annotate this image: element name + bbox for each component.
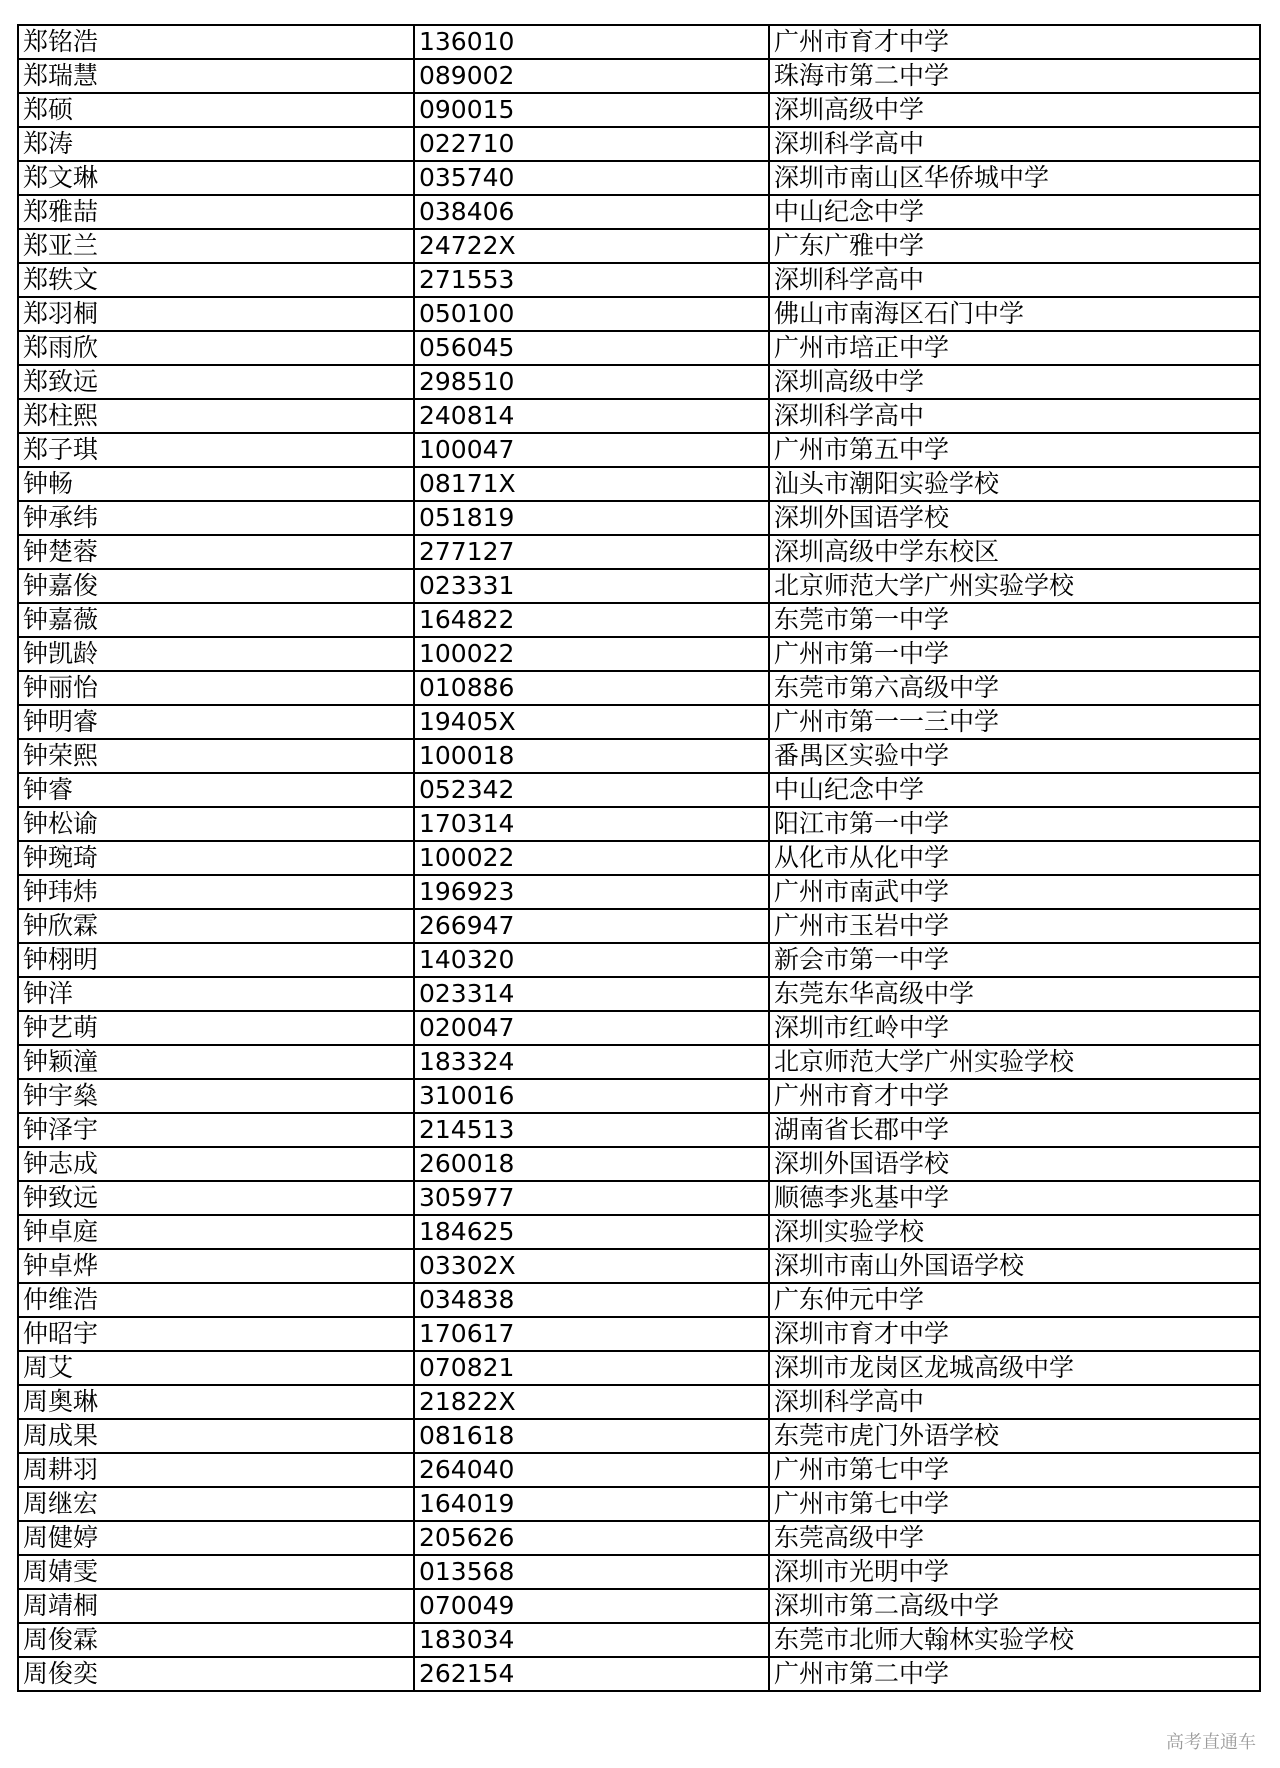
school-cell: 深圳市南山外国语学校 <box>769 1249 1260 1283</box>
name-cell: 钟凯龄 <box>18 637 414 671</box>
id-cell: 08171X <box>414 467 769 501</box>
id-cell: 170314 <box>414 807 769 841</box>
id-cell: 023314 <box>414 977 769 1011</box>
table-row <box>18 1215 1260 1249</box>
school-cell: 广州市第二中学 <box>769 1657 1260 1691</box>
table-row <box>18 1657 1260 1691</box>
id-cell: 010886 <box>414 671 769 705</box>
id-cell: 100018 <box>414 739 769 773</box>
id-cell: 205626 <box>414 1521 769 1555</box>
table-row <box>18 1011 1260 1045</box>
name-cell: 钟志成 <box>18 1147 414 1181</box>
id-cell: 034838 <box>414 1283 769 1317</box>
school-cell: 东莞市第一中学 <box>769 603 1260 637</box>
table-row <box>18 1487 1260 1521</box>
table-row <box>18 467 1260 501</box>
table-row <box>18 93 1260 127</box>
id-cell: 183324 <box>414 1045 769 1079</box>
table-row <box>18 297 1260 331</box>
id-cell: 052342 <box>414 773 769 807</box>
name-cell: 周继宏 <box>18 1487 414 1521</box>
school-cell: 汕头市潮阳实验学校 <box>769 467 1260 501</box>
school-cell: 深圳市光明中学 <box>769 1555 1260 1589</box>
school-cell: 佛山市南海区石门中学 <box>769 297 1260 331</box>
school-cell: 广州市第一中学 <box>769 637 1260 671</box>
name-cell: 钟嘉俊 <box>18 569 414 603</box>
table-row <box>18 1453 1260 1487</box>
id-cell: 271553 <box>414 263 769 297</box>
name-cell: 周俊霖 <box>18 1623 414 1657</box>
id-cell: 03302X <box>414 1249 769 1283</box>
school-cell: 东莞市虎门外语学校 <box>769 1419 1260 1453</box>
school-cell: 广州市南武中学 <box>769 875 1260 909</box>
table-row <box>18 1623 1260 1657</box>
name-cell: 周婧雯 <box>18 1555 414 1589</box>
roster-table <box>17 24 1261 1692</box>
id-cell: 164822 <box>414 603 769 637</box>
table-row <box>18 1283 1260 1317</box>
school-cell: 东莞高级中学 <box>769 1521 1260 1555</box>
school-cell: 深圳高级中学 <box>769 93 1260 127</box>
id-cell: 022710 <box>414 127 769 161</box>
table-row <box>18 807 1260 841</box>
id-cell: 164019 <box>414 1487 769 1521</box>
school-cell: 中山纪念中学 <box>769 195 1260 229</box>
table-row <box>18 841 1260 875</box>
name-cell: 郑文琳 <box>18 161 414 195</box>
id-cell: 266947 <box>414 909 769 943</box>
school-cell: 东莞市第六高级中学 <box>769 671 1260 705</box>
table-row <box>18 399 1260 433</box>
id-cell: 081618 <box>414 1419 769 1453</box>
table-row <box>18 1079 1260 1113</box>
id-cell: 136010 <box>414 25 769 59</box>
school-cell: 广州市第一一三中学 <box>769 705 1260 739</box>
id-cell: 264040 <box>414 1453 769 1487</box>
table-row <box>18 569 1260 603</box>
table-row <box>18 1385 1260 1419</box>
roster-table-body <box>18 25 1260 1691</box>
watermark-text: 高考直通车 <box>1166 1732 1256 1753</box>
table-row <box>18 1555 1260 1589</box>
id-cell: 100022 <box>414 637 769 671</box>
school-cell: 广州市第七中学 <box>769 1487 1260 1521</box>
name-cell: 钟颖潼 <box>18 1045 414 1079</box>
table-row <box>18 365 1260 399</box>
school-cell: 广州市第五中学 <box>769 433 1260 467</box>
name-cell: 郑亚兰 <box>18 229 414 263</box>
school-cell: 深圳市第二高级中学 <box>769 1589 1260 1623</box>
name-cell: 仲维浩 <box>18 1283 414 1317</box>
table-row <box>18 59 1260 93</box>
id-cell: 24722X <box>414 229 769 263</box>
id-cell: 184625 <box>414 1215 769 1249</box>
school-cell: 深圳外国语学校 <box>769 501 1260 535</box>
school-cell: 深圳高级中学东校区 <box>769 535 1260 569</box>
table-row <box>18 195 1260 229</box>
table-row <box>18 1181 1260 1215</box>
name-cell: 郑雨欣 <box>18 331 414 365</box>
name-cell: 钟嘉薇 <box>18 603 414 637</box>
name-cell: 钟玮炜 <box>18 875 414 909</box>
name-cell: 郑涛 <box>18 127 414 161</box>
name-cell: 钟琬琦 <box>18 841 414 875</box>
name-cell: 周靖桐 <box>18 1589 414 1623</box>
id-cell: 277127 <box>414 535 769 569</box>
school-cell: 从化市从化中学 <box>769 841 1260 875</box>
name-cell: 钟宇燊 <box>18 1079 414 1113</box>
id-cell: 051819 <box>414 501 769 535</box>
name-cell: 郑轶文 <box>18 263 414 297</box>
table-row <box>18 909 1260 943</box>
table-row <box>18 25 1260 59</box>
table-row <box>18 1419 1260 1453</box>
name-cell: 钟丽怡 <box>18 671 414 705</box>
id-cell: 056045 <box>414 331 769 365</box>
table-row <box>18 977 1260 1011</box>
id-cell: 090015 <box>414 93 769 127</box>
name-cell: 钟楚蓉 <box>18 535 414 569</box>
table-row <box>18 1045 1260 1079</box>
name-cell: 钟泽宇 <box>18 1113 414 1147</box>
school-cell: 番禺区实验中学 <box>769 739 1260 773</box>
name-cell: 钟栩明 <box>18 943 414 977</box>
id-cell: 089002 <box>414 59 769 93</box>
table-row <box>18 603 1260 637</box>
name-cell: 郑铭浩 <box>18 25 414 59</box>
table-row <box>18 331 1260 365</box>
table-row <box>18 943 1260 977</box>
school-cell: 深圳外国语学校 <box>769 1147 1260 1181</box>
school-cell: 珠海市第二中学 <box>769 59 1260 93</box>
table-row <box>18 535 1260 569</box>
school-cell: 深圳科学高中 <box>769 399 1260 433</box>
table-row <box>18 705 1260 739</box>
school-cell: 深圳实验学校 <box>769 1215 1260 1249</box>
id-cell: 020047 <box>414 1011 769 1045</box>
id-cell: 183034 <box>414 1623 769 1657</box>
id-cell: 298510 <box>414 365 769 399</box>
name-cell: 钟荣熙 <box>18 739 414 773</box>
name-cell: 郑子琪 <box>18 433 414 467</box>
school-cell: 深圳高级中学 <box>769 365 1260 399</box>
table-row <box>18 637 1260 671</box>
school-cell: 深圳科学高中 <box>769 1385 1260 1419</box>
id-cell: 240814 <box>414 399 769 433</box>
table-row <box>18 875 1260 909</box>
name-cell: 钟明睿 <box>18 705 414 739</box>
school-cell: 北京师范大学广州实验学校 <box>769 1045 1260 1079</box>
school-cell: 广州市第七中学 <box>769 1453 1260 1487</box>
name-cell: 郑致远 <box>18 365 414 399</box>
table-row <box>18 773 1260 807</box>
table-row <box>18 433 1260 467</box>
name-cell: 周俊奕 <box>18 1657 414 1691</box>
id-cell: 196923 <box>414 875 769 909</box>
name-cell: 周健婷 <box>18 1521 414 1555</box>
school-cell: 阳江市第一中学 <box>769 807 1260 841</box>
table-row <box>18 161 1260 195</box>
name-cell: 钟睿 <box>18 773 414 807</box>
school-cell: 顺德李兆基中学 <box>769 1181 1260 1215</box>
school-cell: 深圳市育才中学 <box>769 1317 1260 1351</box>
table-row <box>18 671 1260 705</box>
name-cell: 周艾 <box>18 1351 414 1385</box>
table-row <box>18 1147 1260 1181</box>
school-cell: 深圳市南山区华侨城中学 <box>769 161 1260 195</box>
id-cell: 038406 <box>414 195 769 229</box>
school-cell: 东莞市北师大翰林实验学校 <box>769 1623 1260 1657</box>
id-cell: 170617 <box>414 1317 769 1351</box>
name-cell: 郑雅喆 <box>18 195 414 229</box>
school-cell: 新会市第一中学 <box>769 943 1260 977</box>
school-cell: 东莞东华高级中学 <box>769 977 1260 1011</box>
table-row <box>18 1589 1260 1623</box>
id-cell: 050100 <box>414 297 769 331</box>
school-cell: 北京师范大学广州实验学校 <box>769 569 1260 603</box>
name-cell: 周奥琳 <box>18 1385 414 1419</box>
name-cell: 钟松谕 <box>18 807 414 841</box>
id-cell: 070821 <box>414 1351 769 1385</box>
school-cell: 中山纪念中学 <box>769 773 1260 807</box>
table-row <box>18 1249 1260 1283</box>
id-cell: 100022 <box>414 841 769 875</box>
school-cell: 深圳市红岭中学 <box>769 1011 1260 1045</box>
name-cell: 钟承纬 <box>18 501 414 535</box>
school-cell: 深圳科学高中 <box>769 127 1260 161</box>
id-cell: 305977 <box>414 1181 769 1215</box>
name-cell: 仲昭宇 <box>18 1317 414 1351</box>
table-row <box>18 1113 1260 1147</box>
school-cell: 深圳科学高中 <box>769 263 1260 297</box>
table-row <box>18 229 1260 263</box>
school-cell: 广州市育才中学 <box>769 25 1260 59</box>
name-cell: 钟洋 <box>18 977 414 1011</box>
name-cell: 钟卓庭 <box>18 1215 414 1249</box>
id-cell: 100047 <box>414 433 769 467</box>
table-row <box>18 263 1260 297</box>
name-cell: 郑瑞慧 <box>18 59 414 93</box>
id-cell: 023331 <box>414 569 769 603</box>
name-cell: 钟欣霖 <box>18 909 414 943</box>
name-cell: 钟卓烨 <box>18 1249 414 1283</box>
name-cell: 周耕羽 <box>18 1453 414 1487</box>
name-cell: 钟畅 <box>18 467 414 501</box>
id-cell: 19405X <box>414 705 769 739</box>
id-cell: 035740 <box>414 161 769 195</box>
id-cell: 214513 <box>414 1113 769 1147</box>
name-cell: 钟艺萌 <box>18 1011 414 1045</box>
table-row <box>18 1351 1260 1385</box>
table-row <box>18 127 1260 161</box>
school-cell: 湖南省长郡中学 <box>769 1113 1260 1147</box>
table-row <box>18 739 1260 773</box>
name-cell: 郑羽桐 <box>18 297 414 331</box>
table-row <box>18 501 1260 535</box>
school-cell: 深圳市龙岗区龙城高级中学 <box>769 1351 1260 1385</box>
name-cell: 周成果 <box>18 1419 414 1453</box>
name-cell: 郑硕 <box>18 93 414 127</box>
id-cell: 140320 <box>414 943 769 977</box>
id-cell: 310016 <box>414 1079 769 1113</box>
id-cell: 013568 <box>414 1555 769 1589</box>
school-cell: 广州市玉岩中学 <box>769 909 1260 943</box>
name-cell: 钟致远 <box>18 1181 414 1215</box>
name-cell: 郑柱熙 <box>18 399 414 433</box>
table-row <box>18 1317 1260 1351</box>
school-cell: 广州市培正中学 <box>769 331 1260 365</box>
id-cell: 260018 <box>414 1147 769 1181</box>
school-cell: 广东广雅中学 <box>769 229 1260 263</box>
table-row <box>18 1521 1260 1555</box>
school-cell: 广东仲元中学 <box>769 1283 1260 1317</box>
id-cell: 070049 <box>414 1589 769 1623</box>
school-cell: 广州市育才中学 <box>769 1079 1260 1113</box>
id-cell: 262154 <box>414 1657 769 1691</box>
id-cell: 21822X <box>414 1385 769 1419</box>
